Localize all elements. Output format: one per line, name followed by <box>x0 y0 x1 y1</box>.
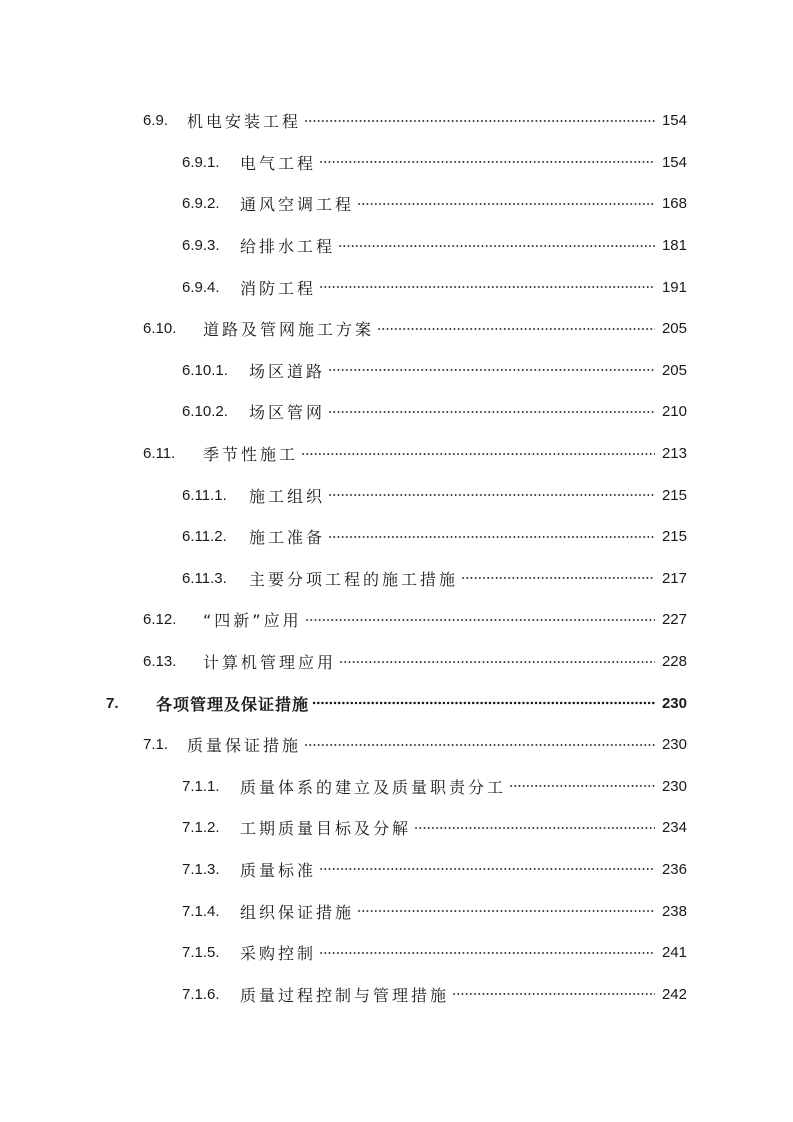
toc-entry-title: 道路及管网施工方案 <box>203 320 375 340</box>
toc-entry[interactable] <box>0 641 793 683</box>
toc-entry-title: 各项管理及保证措施 <box>156 694 310 714</box>
dot-leader <box>328 406 655 422</box>
dot-leader <box>319 156 655 172</box>
toc-entry-title: 季节性施工 <box>203 445 299 465</box>
toc-entry-title: 给排水工程 <box>240 237 336 257</box>
toc-entry[interactable] <box>0 433 793 475</box>
toc-entry-title: 质量保证措施 <box>187 736 302 756</box>
dot-leader <box>319 281 655 297</box>
toc-entry-number: 7.1.5. <box>182 944 220 962</box>
toc-entry-title: “四新”应用 <box>203 611 302 631</box>
dot-leader <box>304 115 655 131</box>
toc-entry-number: 6.10.1. <box>182 361 228 379</box>
toc-entry[interactable] <box>0 766 793 808</box>
toc-entry-page: 154 <box>661 153 687 171</box>
toc-entry-title: 场区道路 <box>249 361 326 381</box>
toc-entry[interactable] <box>0 100 793 142</box>
toc-entry-title: 施工组织 <box>249 486 326 506</box>
toc-entry[interactable] <box>0 558 793 600</box>
toc-entry-page: 227 <box>661 611 687 629</box>
dot-leader <box>328 364 655 380</box>
dot-leader <box>305 614 655 630</box>
toc-entry-number: 6.11.3. <box>182 569 227 587</box>
dot-leader <box>328 531 655 547</box>
toc-entry-number: 6.9.1. <box>182 153 220 171</box>
toc-entry[interactable] <box>0 849 793 891</box>
toc-entry-title: 工期质量目标及分解 <box>240 819 412 839</box>
dot-leader <box>357 198 655 214</box>
dot-leader <box>319 947 655 963</box>
toc-entry-title: 机电安装工程 <box>187 112 302 132</box>
dot-leader <box>452 988 655 1004</box>
toc-entry-title: 场区管网 <box>249 403 326 423</box>
toc-entry-number: 7.1.4. <box>182 902 220 920</box>
toc-entry[interactable] <box>0 225 793 267</box>
toc-entry[interactable] <box>0 932 793 974</box>
toc-entry-page: 217 <box>661 569 687 587</box>
toc-entry-number: 7.1.3. <box>182 860 220 878</box>
toc-entry-number: 6.11.2. <box>182 528 227 546</box>
toc-entry-title: 质量体系的建立及质量职责分工 <box>240 777 507 797</box>
dot-leader <box>414 822 655 838</box>
toc-entry[interactable] <box>0 516 793 558</box>
toc-entry-number: 6.10. <box>143 320 177 338</box>
dot-leader <box>509 780 655 796</box>
toc-entry-title: 电气工程 <box>240 153 317 173</box>
toc-entry-page: 238 <box>661 902 687 920</box>
toc-entry-number: 6.9.3. <box>182 237 220 255</box>
toc-entry-page: 230 <box>661 777 687 795</box>
toc-entry[interactable] <box>0 973 793 1015</box>
toc-entry-title: 质量标准 <box>240 860 317 880</box>
toc-entry-number: 6.13. <box>143 653 177 671</box>
toc-entry-page: 213 <box>661 445 687 463</box>
toc-entry-page: 230 <box>661 694 687 712</box>
toc-entry[interactable] <box>0 183 793 225</box>
toc-entry-number: 7.1.1. <box>182 777 220 795</box>
dot-leader <box>304 739 655 755</box>
dot-leader <box>357 905 655 921</box>
toc-entry-page: 215 <box>661 486 687 504</box>
dot-leader <box>319 863 655 879</box>
toc-entry-number: 7. <box>106 694 119 712</box>
toc-entry-title: 施工准备 <box>249 528 326 548</box>
toc-entry-title: 计算机管理应用 <box>203 653 337 673</box>
toc-entry[interactable] <box>0 724 793 766</box>
toc-entry-number: 7.1.6. <box>182 985 220 1003</box>
dot-leader <box>339 656 655 672</box>
toc-entry-title: 消防工程 <box>240 278 317 298</box>
toc-entry-page: 205 <box>661 320 687 338</box>
toc-entry-page: 205 <box>661 361 687 379</box>
toc-entry[interactable] <box>0 599 793 641</box>
dot-leader <box>461 572 655 588</box>
toc-entry-page: 191 <box>661 278 687 296</box>
toc-entry-title: 质量过程控制与管理措施 <box>240 985 450 1005</box>
toc-entry-number: 6.11.1. <box>182 486 227 504</box>
toc-entry-title: 通风空调工程 <box>240 195 355 215</box>
toc-entry-page: 242 <box>661 985 687 1003</box>
toc-entry-number: 6.10.2. <box>182 403 228 421</box>
toc-entry-page: 154 <box>661 112 687 130</box>
toc-entry-title: 组织保证措施 <box>240 902 355 922</box>
toc-entry-page: 236 <box>661 860 687 878</box>
toc-entry[interactable] <box>0 391 793 433</box>
toc-entry-number: 6.11. <box>143 445 176 463</box>
toc-entry-page: 234 <box>661 819 687 837</box>
toc-entry-number: 6.12. <box>143 611 177 629</box>
toc-entry-title: 采购控制 <box>240 944 317 964</box>
toc-entry[interactable] <box>0 682 793 724</box>
dot-leader <box>377 323 655 339</box>
toc-entry-page: 181 <box>661 237 687 255</box>
toc-entry[interactable] <box>0 890 793 932</box>
toc-entry[interactable] <box>0 807 793 849</box>
toc-entry[interactable] <box>0 266 793 308</box>
toc-entry[interactable] <box>0 308 793 350</box>
toc-entry[interactable] <box>0 142 793 184</box>
table-of-contents <box>0 100 793 1015</box>
toc-entry-title: 主要分项工程的施工措施 <box>249 569 459 589</box>
toc-entry-number: 6.9.2. <box>182 195 220 213</box>
toc-entry[interactable] <box>0 474 793 516</box>
toc-entry-page: 215 <box>661 528 687 546</box>
toc-entry-page: 230 <box>661 736 687 754</box>
toc-entry-page: 210 <box>661 403 687 421</box>
dot-leader <box>328 489 655 505</box>
toc-entry-page: 228 <box>661 653 687 671</box>
toc-entry-page: 241 <box>661 944 687 962</box>
toc-entry-number: 7.1.2. <box>182 819 220 837</box>
dot-leader <box>338 240 655 256</box>
dot-leader <box>312 697 655 713</box>
toc-entry-number: 7.1. <box>143 736 169 754</box>
dot-leader <box>301 448 655 464</box>
toc-entry-number: 6.9. <box>143 112 169 130</box>
toc-entry[interactable] <box>0 350 793 392</box>
toc-entry-number: 6.9.4. <box>182 278 220 296</box>
toc-entry-page: 168 <box>661 195 687 213</box>
